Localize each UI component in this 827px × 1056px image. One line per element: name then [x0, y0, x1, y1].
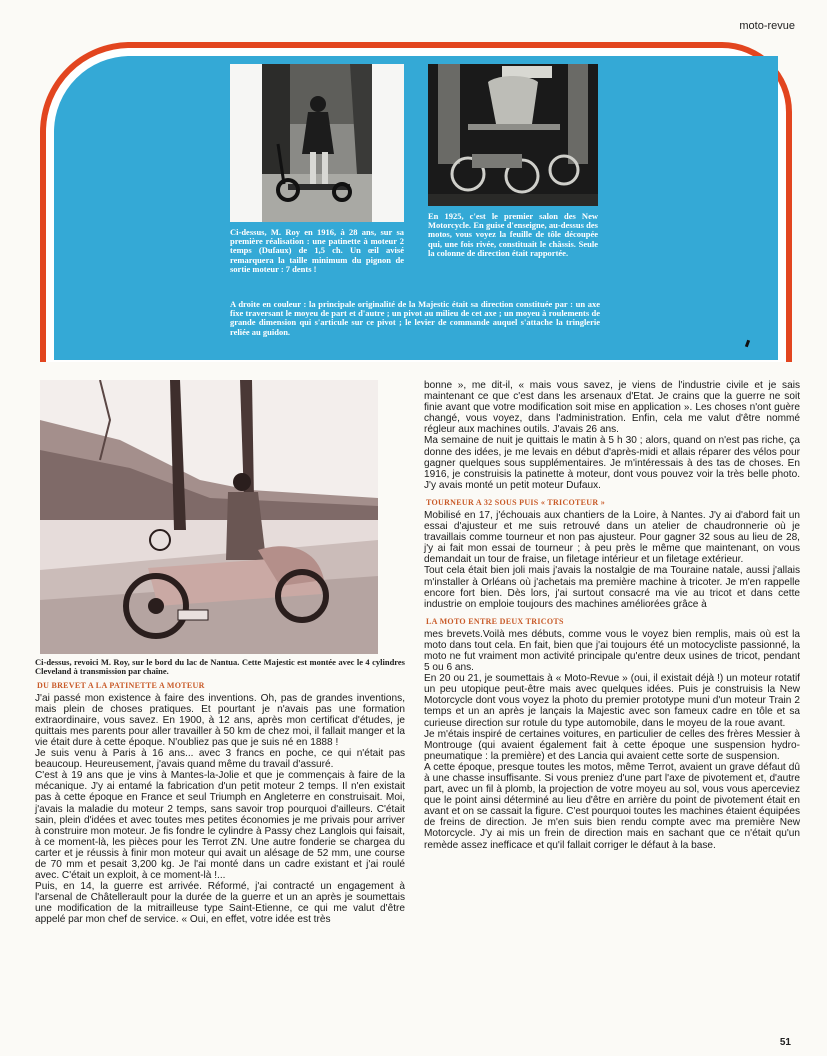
paragraph: A cette époque, presque toutes les motos, même Terrot, avaient un grave défaut dû à une chasse insuffisante. Si vous preniez d'une part l'axe de pivotement et, d'autre part, avec un fil à plomb, la projection de votre moyeu au sol, vous vous aperceviez que le point ainsi déterminé au lieu d'être en arrière du point de pivotement était en avant et on se cassait la figure. C'est pourquoi toutes les machines étaient équipées de freins de direction. Je m'en suis bien rendu compte avec ma première New Motorcycle. J'y ai mis un frein de direction mais en sachant que ce n'était qu'un remède assez inefficace et qu'il fallait corriger le défaut à la base.	[424, 761, 800, 851]
page-number: 51	[779, 1037, 791, 1048]
paragraph: Puis, en 14, la guerre est arrivée. Réformé, j'ai contracté un engagement à l'arsenal de Châtellerault pour la durée de la guerre et un an après je soumettais une modification de la mitrailleuse type Saint-Etienne, ce qui me valut d'être appelé par mon chef de service. « Oui, en effet, votre idée est très	[35, 881, 405, 926]
paragraph: Ma semaine de nuit je quittais le matin à 5 h 30 ; alors, quand on n'est pas riche, ça donne des idées, je me levais en début d'après-midi et allais réparer des vélos pour gagner quelques sous supplémentaires. Je m'intéressais à des tas de choses. En 1916, je construisis la patinette à moteur, dont vous pouvez voir la très belle photo. J'y avais monté un petit moteur Dufaux.	[424, 435, 800, 491]
caption-salon: En 1925, c'est le premier salon des New Motorcycle. En guise d'enseigne, au-dessus des motos, vous voyez la feuille de tôle découpée qui, une fois rivée, constituait le châssis. Seule la colonne de direction était rapportée.	[428, 211, 598, 258]
caption-majestic-direction: A droite en couleur : la principale originalité de la Majestic était sa direction constituée par : un axe fixe traversant le moyeu de part et d'autre ; un pivot au milieu de cet axe ; un moyeu à roulements de grande dimension qui s'articule sur ce pivot ; le levier de commande auquel s'attache la tringlerie reliée au guidon.	[230, 299, 600, 337]
right-middle-text	[424, 510, 800, 610]
right-end-text	[424, 629, 800, 851]
paragraph: En 20 ou 21, je soumettais à « Moto-Revue » (oui, il existait déjà !) un moteur rotatif un peu utopique peut-être mais avec quelques idées. Puis je construisis la New Motorcycle dont vous voyez la photo du premier prototype muni d'un moteur Train 2 temps et un an après je lançais la Majestic avec son fameux cadre en tôle et sa curieuse direction sur rotule du type automobile, dans le moyeu de la roue avant.	[424, 673, 800, 729]
paragraph: Mobilisé en 17, j'échouais aux chantiers de la Loire, à Nantes. J'y ai d'abord fait un essai d'ajusteur et me suis retrouvé dans un atelier de chaudronnerie où je travaillais comme tourneur et non pas ajusteur. Pour gagner 32 sous au lieu de 28, j'y ai fait mon essai de tourneur ; à peu près le même que maintenant, on vous demandait un tour de fraise, un filetage intérieur et un filetage extérieur.	[424, 509, 800, 566]
paragraph: Je m'étais inspiré de certaines voitures, en particulier de celles des frères Messier à Montrouge (qui avaient également fait à cette époque une suspension hydro-pneumatique : la première) et des Lancia qui avaient cette sorte de suspension.	[424, 728, 800, 762]
paragraph: Je suis venu à Paris à 16 ans... avec 3 francs en poche, ce qui n'était pas beaucoup. Heureusement, j'avais quand même du travail d'assuré.	[35, 748, 405, 771]
heading-tourneur: TOURNEUR A 32 SOUS PUIS « TRICOTEUR »	[426, 497, 606, 507]
left-column	[35, 380, 405, 926]
paragraph: mes brevets.Voilà mes débuts, comme vous le voyez bien remplis, mais où est la moto dans tout cela. En fait, bien que j'ai toujours été un motocycliste passionné, la moto ne fut vraiment mon activité principale qu'entre deux usines de tricot, pendant 5 ou 6 ans.	[424, 628, 800, 674]
left-body-text	[35, 693, 405, 926]
photo-caption-majestic: Ci-dessus, revoici M. Roy, sur le bord du lac de Nantua. Cette Majestic est montée avec le 4 cylindres Cleveland à transmission par chaîne.	[35, 657, 405, 677]
scooter-1916-photo	[230, 64, 404, 222]
paragraph: bonne », me dit-il, « mais vous savez, je viens de l'industrie civile et je sais maintenant ce que c'est dans les arsenaux d'Etat. Je crains que la guerre ne soit finie avant que votre modification soit mise en application ». Les choses n'ont guère changé, vous voyez, dans l'administration. Enfin, cela me valut d'être nommé régleur aux machines outils. J'avais 26 ans.	[424, 380, 800, 436]
paragraph: Tout cela était bien joli mais j'avais la nostalgie de ma Touraine natale, aussi j'allais m'installer à Orléans où j'achetais ma première machine à tricoter. Je m'en rappelle encore fort bien. Dès lors, j'ai surtout consacré ma vie au tricot et dans cette industrie on emploie toujours des machines améliorées grâce à	[424, 565, 800, 610]
caption-scooter: Ci-dessus, M. Roy en 1916, à 28 ans, sur sa première réalisation : une patinette à moteur 2 temps (Dufaux) de 1,5 ch. Un œil avisé remarquera la taille minimum du pignon de sortie moteur : 7 dents !	[230, 227, 404, 274]
paragraph: C'est à 19 ans que je vins à Mantes-la-Jolie et que je commençais à faire de la mécanique. J'y ai entamé la fabrication d'un petit moteur 2 temps. Il n'en existait pas à cette époque en France et seul Triumph en Angleterre en construisait. Moi, j'avais la maladie du moteur 2 temps, sans savoir trop pourquoi d'ailleurs. C'était sain, plein d'idées et avec toutes mes petites économies je me privais pour arriver à construire mon moteur. Je fis fondre le cylindre à Passy chez Langlois qui faisait, à ce moment-là, les pièces pour les Terrot ZN. Une autre fonderie se chargea du carter et je réussis à finir mon moteur qui avait un alésage de 52 mm, une course de 70 mm et pesait 3,200 kg. Je l'ai monté dans un cadre existant et j'ai roulé avec. C'était un exploit, à ce moment-là !...	[35, 770, 405, 882]
paragraph: J'ai passé mon existence à faire des inventions. Oh, pas de grandes inventions, mais plein de choses pratiques. Et pourtant je n'avais pas une formation extraordinaire, vous savez. En 1900, à 12 ans, après mon certificat d'études, je quittais mes parents pour aller travailler à 50 km de chez moi, il fallait manger et la vie était dure à cette époque. N'oubliez pas que je suis né en 1888 !	[35, 692, 405, 748]
magazine-name: moto-revue	[739, 20, 795, 32]
salon-1925-photo	[428, 64, 598, 206]
right-intro-text	[424, 380, 800, 491]
heading-brevet: DU BREVET A LA PATINETTE A MOTEUR	[37, 680, 205, 690]
heading-tricots: LA MOTO ENTRE DEUX TRICOTS	[426, 616, 564, 626]
majestic-nantua-photo	[40, 380, 378, 654]
right-column	[424, 380, 800, 851]
